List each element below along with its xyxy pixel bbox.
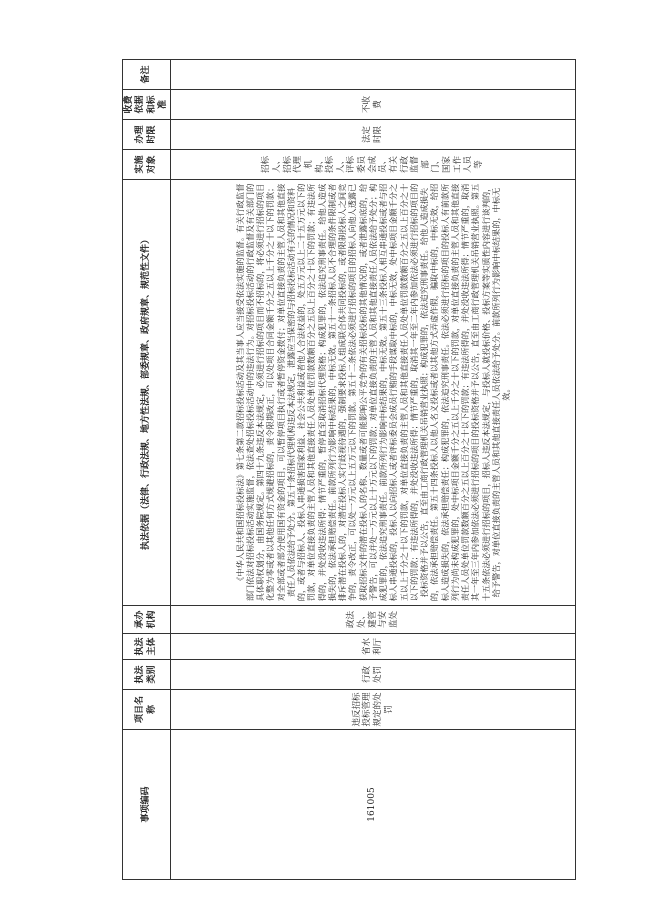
- cell-target: 招标人、招标代理机构、投标人、评标委员会成员、有关行政监督部门、国家工作人员等: [171, 150, 576, 180]
- cell-remark: [171, 60, 576, 90]
- header-basis: 执法依据（法律、行政法规、地方性法规、部委规章、政府规章、规范性文件）: [123, 180, 171, 606]
- header-target: 实施对象: [123, 150, 171, 180]
- header-code: 事项编码: [123, 730, 171, 880]
- header-category: 执法类别: [123, 660, 171, 690]
- cell-category: 行政处罚: [171, 660, 576, 690]
- header-time-limit: 办理时限: [123, 120, 171, 150]
- header-name: 项目名称: [123, 690, 171, 730]
- table-row: [171, 60, 576, 880]
- cell-basis: 《中华人民共和国招标投标法》第七条第二款招标投标活动及其当事人应当接受依法实施的监督。有关行政监督部门依法对招标投标活动实施监督，依法查处招标投标活动中的违法行为。对招标投标活动的行政监督及有关部门的具体职权划分，由国务院规定。第四十九条违反本法规定，必须进行招标的项目而不招标的，将必须进行招标的项目化整为零或者以其他任何方式规避招标的，责令限期改正，可以处项目合同金额千分之五以上千分之十以下的罚款；对全部或者部分使用国有资金的项目，可以暂停项目执行或者暂停资金拨付；对单位直接负责的主管人员和其他直接责任人员依法给予处分。第五十条招标代理机构违反本法规定，泄露应当保密的与招标投标活动有关的情况和资料的，或者与招标人、投标人串通损害国家利益、社会公共利益或者他人合法权益的，处五万元以上二十五万元以下的罚款，对单位直接负责的主管人员和其他直接责任人员处单位罚款数额百分之五以上百分之十以下的罚款；有违法所得的，并处没收违法所得；情节严重的，暂停直至取消招标代理资格；构成犯罪的，依法追究刑事责任。给他人造成损失的，依法承担赔偿责任。前款所列行为影响中标结果的，中标无效。第五十一条招标人以不合理的条件限制或者排斥潜在投标人的，对潜在投标人实行歧视待遇的，强制要求投标人组成联合体共同投标的，或者限制投标人之间竞争的，责令改正，可以处一万元以上五万元以下的罚款。第五十二条依法必须进行招标的项目的招标人向他人透露已获取招标文件的潜在投标人的名称、数量或者可能影响公平竞争的有关招标投标的其他情况的，或者泄露标底的，给予警告，可以并处一万元以上十万元以下的罚款；对单位直接负责的主管人员和其他直接责任人员依法给予处分；构成犯罪的，依法追究刑事责任。前款所列行为影响中标结果的，中标无效。第五十三条投标人相互串通投标或者与招标人串通投标的，投标人以向招标人或者评标委员会成员行贿的手段谋取中标的，中标无效，处中标项目金额千分之五以上千分之十以下的罚款，对单位直接负责的主管人员和其他直接责任人员处单位罚款数额百分之五以上百分之十以下的罚款；有违法所得的，并处没收违法所得；情节严重的，取消其一年至二年内参加依法必须进行招标的项目的投标资格并予以公告，直至由工商行政管理机关吊销营业执照；构成犯罪的，依法追究刑事责任。给他人造成损失的，依法承担赔偿责任。第五十四条投标人以他人名义投标或者以其他方式弄虚作假，骗取中标的，中标无效，给招标人造成损失的，依法承担赔偿责任；构成犯罪的，依法追究刑事责任。依法必须进行招标的项目的投标人有前款所列行为尚未构成犯罪的，处中标项目金额千分之五以上千分之十以下的罚款，对单位直接负责的主管人员和其他直接责任人员处单位罚款数额百分之五以上百分之十以下的罚款；有违法所得的，并处没收违法所得；情节严重的，取消其一年至三年内参加依法必须进行招标的项目的投标资格并予以公告，直至由工商行政管理机关吊销营业执照。第五十五条依法必须进行招标的项目，招标人违反本法规定，与投标人就投标价格、投标方案等实质性内容进行谈判的，给予警告，对单位直接负责的主管人员和其他直接责任人员依法给予处分。前款所列行为影响中标结果的，中标无效。: [171, 180, 576, 606]
- header-subject: 执法主体: [123, 634, 171, 660]
- cell-subject: 省水利厅: [171, 634, 576, 660]
- header-agency: 承办机构: [123, 606, 171, 634]
- header-remark: 备注: [123, 60, 171, 90]
- rotated-table-frame: [122, 60, 576, 880]
- cell-fee: 不收费: [171, 90, 576, 120]
- cell-agency: 政法处、建管与安监处: [171, 606, 576, 634]
- cell-name: 违反招标投标管理规定的处罚: [171, 690, 576, 730]
- header-row: [123, 60, 171, 880]
- cell-code: 161005: [171, 730, 576, 880]
- header-fee: 收费依据和标准: [123, 90, 171, 120]
- cell-time-limit: 法定时限: [171, 120, 576, 150]
- enforcement-items-table: [122, 59, 576, 880]
